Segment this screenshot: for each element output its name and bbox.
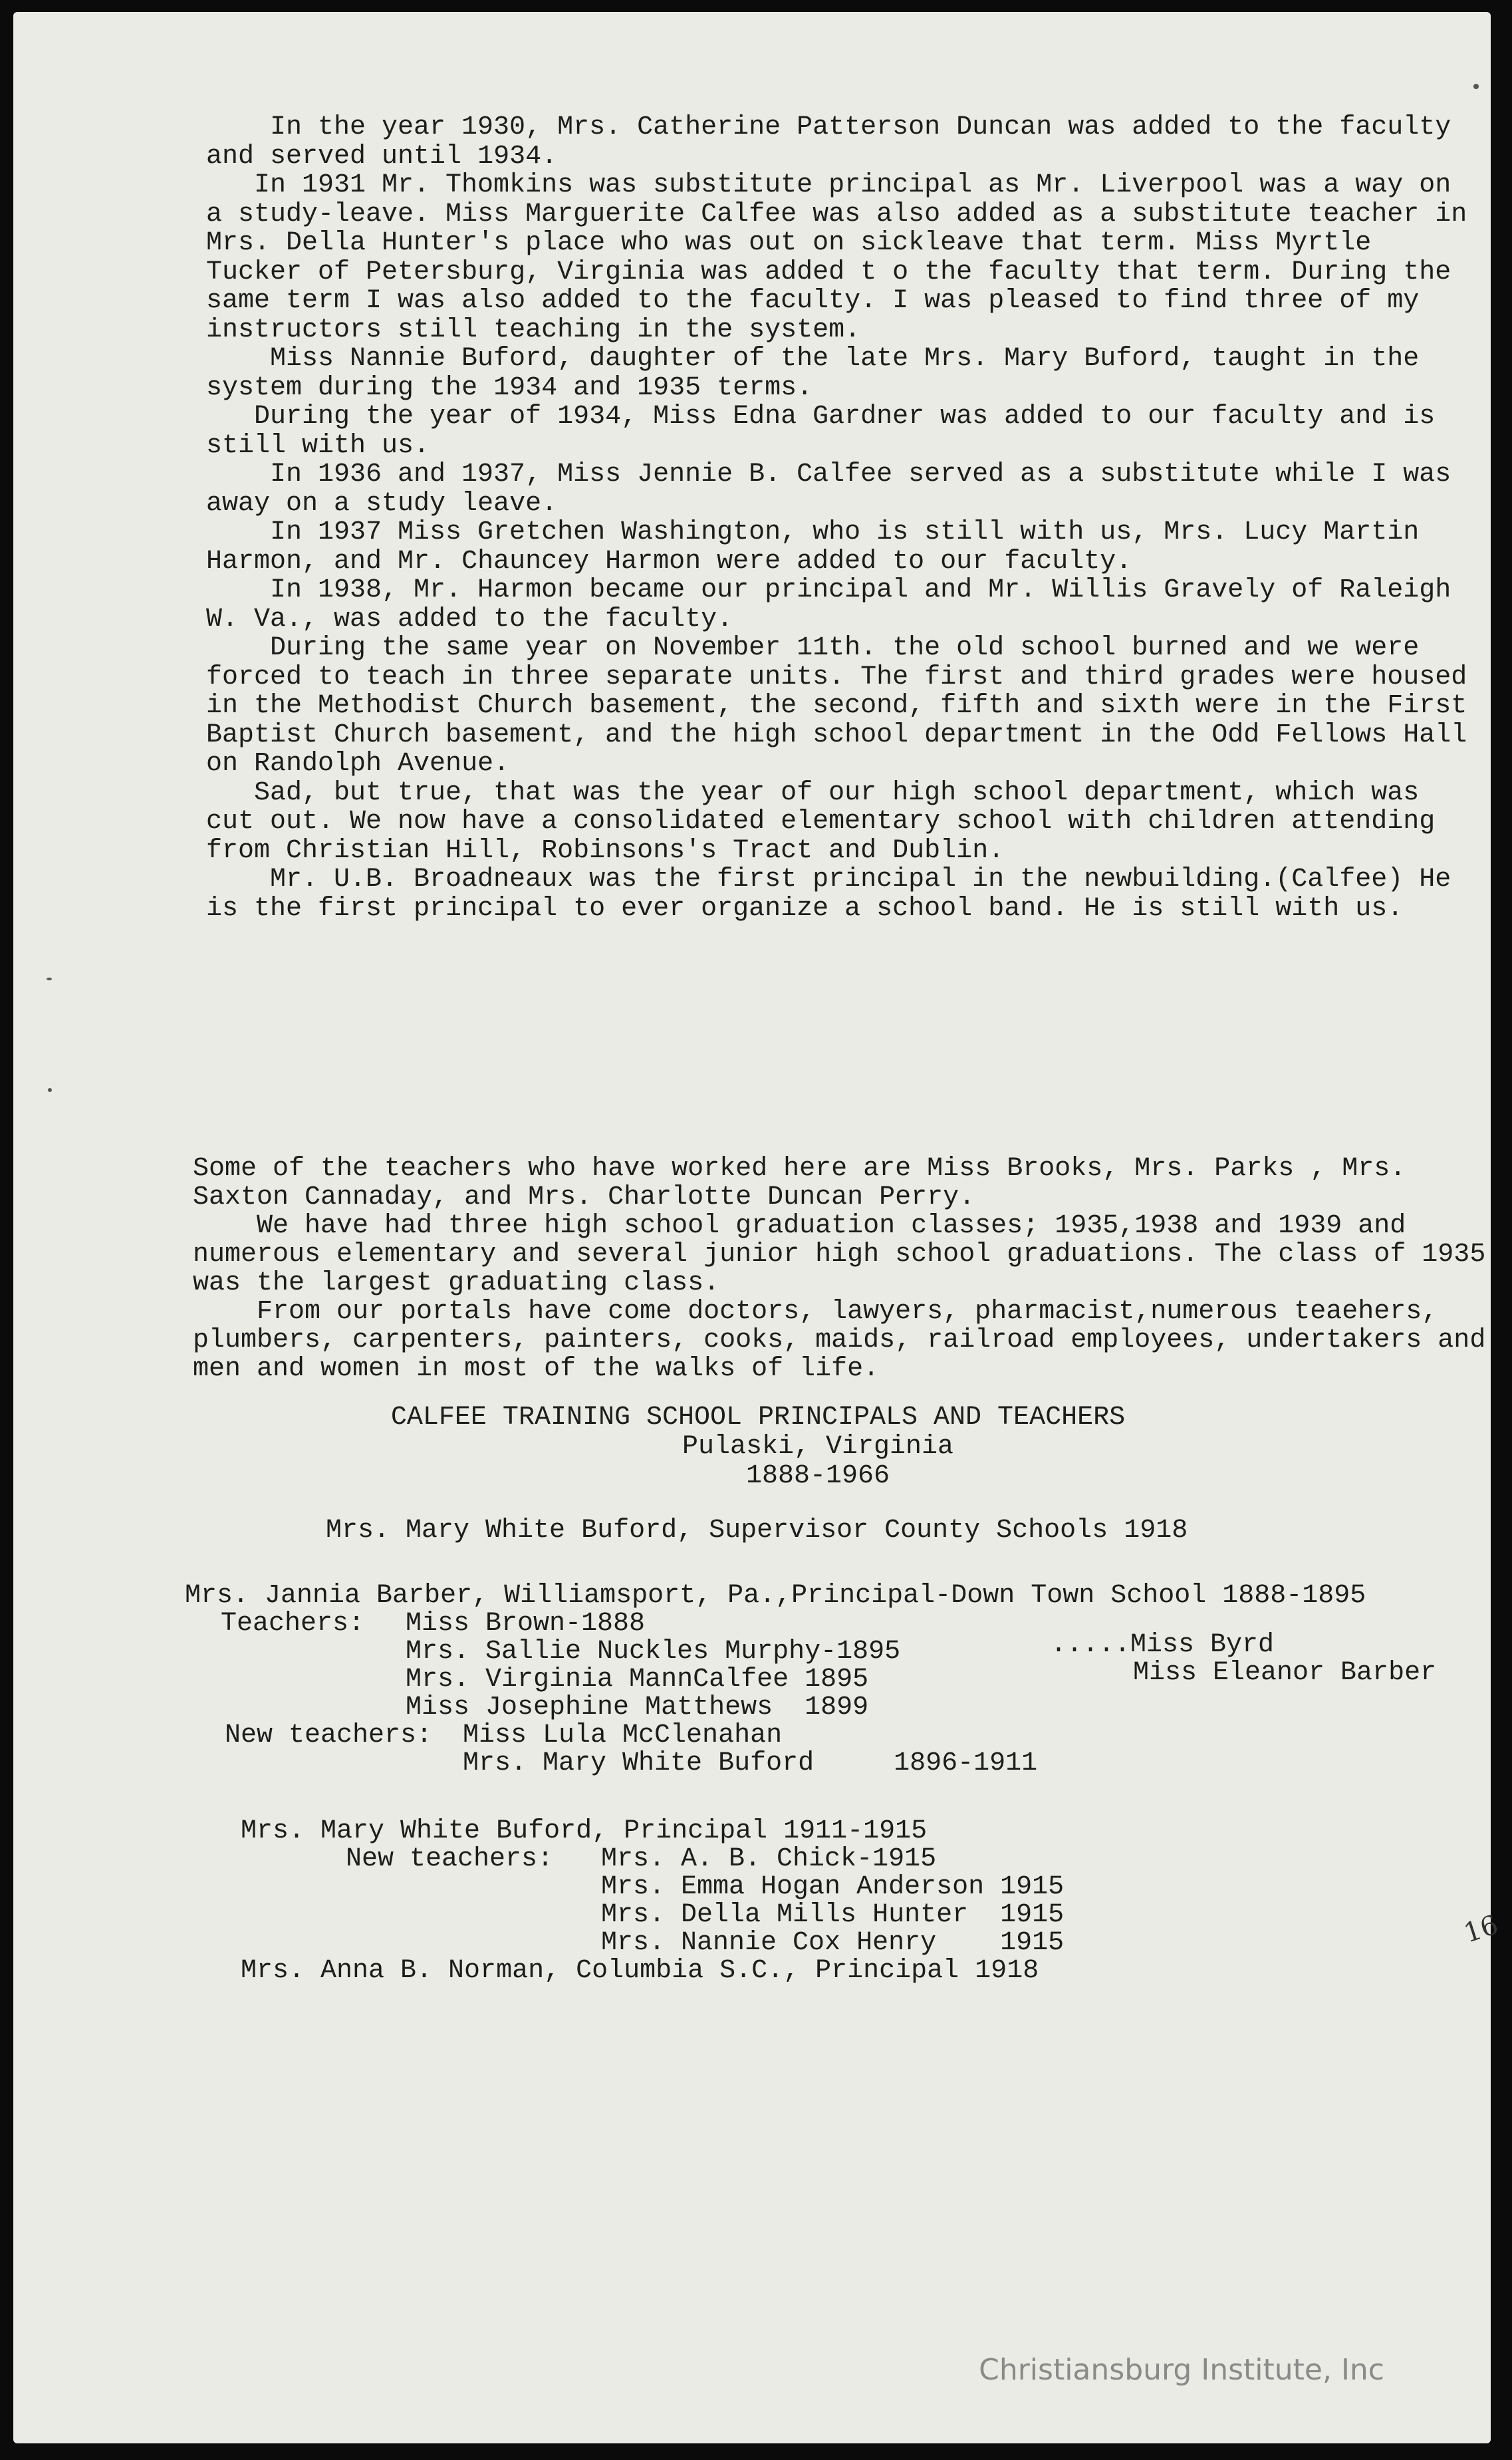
side-teacher-entry: Miss Eleanor Barber (1133, 1658, 1437, 1688)
roster-place: Pulaski, Virginia (682, 1432, 954, 1462)
ink-speck (47, 978, 52, 980)
history-text-top (206, 112, 1483, 924)
roster-years: 1888-1966 (745, 1461, 890, 1491)
paragraph: In 1937 Miss Gretchen Washington, who is still with us, Mrs. Lucy Martin Harmon, and Mr. Chauncey Harmon were added to our faculty. (206, 517, 1436, 577)
teacher-entry: Mrs. Emma Hogan Anderson 1915 (601, 1872, 1065, 1902)
paragraph: Miss Nannie Buford, daughter of the late Mrs. Mary Buford, taught in the system during the 1934 and 1935 terms. (206, 344, 1436, 403)
principal-line: Mrs. Anna B. Norman, Columbia S.C., Principal 1918 (241, 1956, 1039, 1986)
paragraph: In 1931 Mr. Thomkins was substitute principal as Mr. Liverpool was a way on a study-leave. Miss Marguerite Calfee was also added as a substitute teacher in Mrs. Della Hunter's place who was out on sickleave that term. Miss Myrtle Tucker of Petersburg, Virginia was added t o the faculty that term. During the same term I was also added to the faculty. I was pleased to find three of my instructors still teaching in the system. (206, 170, 1483, 345)
teacher-entry: Miss Josephine Matthews 1899 (406, 1693, 869, 1722)
paragraph: Sad, but true, that was the year of our high school department, which was cut out. We now have a consolidated elementary school with children attending from Christian Hill, Robinsons's Tract and Dublin. (206, 777, 1451, 866)
ink-speck (48, 1088, 52, 1092)
paragraph: During the year of 1934, Miss Edna Gardner was added to our faculty and is still with us. (206, 402, 1451, 461)
supervisor-line: Mrs. Mary White Buford, Supervisor County Schools 1918 (326, 1516, 1188, 1546)
paragraph: Mr. U.B. Broadneaux was the first principal in the newbuilding.(Calfee) He is the first principal to ever organize a school band. He is still with us. (206, 865, 1467, 924)
new-teachers-label: New teachers: (225, 1720, 433, 1750)
teacher-entry: Mrs. A. B. Chick-1915 (601, 1844, 937, 1874)
ink-speck (1473, 84, 1479, 89)
teacher-entry: Miss Brown-1888 (406, 1609, 646, 1639)
teacher-entry: Mrs. Sallie Nuckles Murphy-1895 (406, 1637, 901, 1667)
teacher-entry: Miss Lula McClenahan (463, 1720, 783, 1750)
teacher-entry: Mrs. Della Mills Hunter 1915 (601, 1900, 1065, 1930)
teachers-label: Teachers: (221, 1609, 365, 1639)
principal-line: Mrs. Mary White Buford, Principal 1911-1915 (241, 1816, 928, 1846)
roster-title: CALFEE TRAINING SCHOOL PRINCIPALS AND TEACHERS (390, 1403, 1126, 1433)
teacher-entry: Mrs. Mary White Buford 1896-1911 (463, 1748, 1038, 1778)
teacher-entry: Mrs. Nannie Cox Henry 1915 (601, 1928, 1065, 1958)
paragraph: In the year 1930, Mrs. Catherine Patterson Duncan was added to the faculty and served until 1934. (206, 112, 1467, 172)
paragraph: During the same year on November 11th. the old school burned and we were forced to teach in three separate units. The first and third grades were housed in the Methodist Church basement, the second, fifth and sixth were in the First Baptist Church basement, and the high school department in the Odd Fellows Hall on Randolph Avenue. (206, 633, 1483, 779)
teacher-entry: Mrs. Virginia MannCalfee 1895 (406, 1665, 869, 1695)
archive-watermark: Christiansburg Institute, Inc (979, 2353, 1384, 2387)
history-text-lower (193, 1154, 1502, 1384)
page-number: 16 (1460, 1909, 1502, 1949)
roster-heading (193, 1403, 1323, 1491)
new-teachers-label: New teachers: (346, 1844, 554, 1874)
paragraph: Some of the teachers who have worked here are Miss Brooks, Mrs. Parks , Mrs. Saxton Cannaday, and Mrs. Charlotte Duncan Perry. (193, 1154, 1422, 1212)
paragraph: In 1936 and 1937, Miss Jennie B. Calfee served as a substitute while I was away on a study leave. (206, 460, 1467, 519)
principal-line: Mrs. Jannia Barber, Williamsport, Pa.,Principal-Down Town School 1888-1895 (185, 1581, 1366, 1611)
paragraph: We have had three high school graduation classes; 1935,1938 and 1939 and numerous elementary and several junior high school graduations. The class of 1935 was the largest graduating class. (193, 1211, 1502, 1298)
paragraph: In 1938, Mr. Harmon became our principal and Mr. Willis Gravely of Raleigh W. Va., was added to the faculty. (206, 575, 1467, 634)
document-page (13, 12, 1502, 2443)
side-teacher-entry: .....Miss Byrd (1051, 1630, 1275, 1660)
paragraph: From our portals have come doctors, lawyers, pharmacist,numerous teaehers, plumbers, carpenters, painters, cooks, maids, railroad employees, undertakers and men and women in most of the walks of life. (193, 1297, 1502, 1384)
